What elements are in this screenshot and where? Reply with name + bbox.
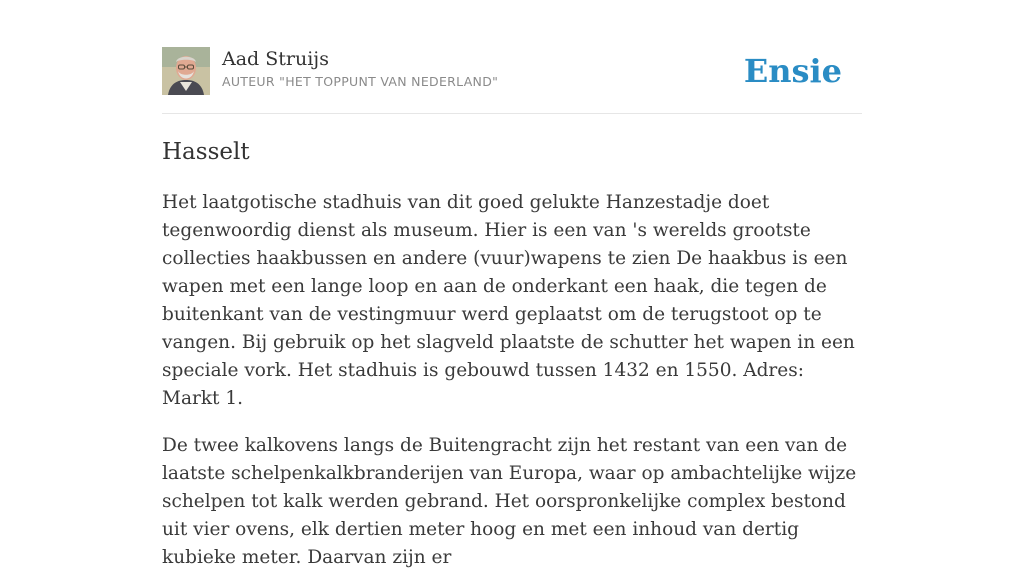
- entry-title: Hasselt: [162, 139, 250, 165]
- ensie-logo[interactable]: Ensie: [743, 52, 842, 90]
- author-avatar[interactable]: [162, 47, 210, 95]
- entry-paragraph: De twee kalkovens langs de Buitengracht zijn het restant van een van de laatste schelpenkalkbranderijen van Europa, waar op ambachtelijke wijze schelpen tot kalk werden gebrand. Het oorspronkelijke complex bestond uit vier ovens, elk dertien meter hoog en met een inhoud van dertig kubieke meter. Daarvan zijn er: [162, 435, 857, 568]
- author-name[interactable]: Aad Struijs: [222, 48, 329, 70]
- author-header: [162, 47, 862, 95]
- author-title: AUTEUR "HET TOPPUNT VAN NEDERLAND": [222, 74, 499, 89]
- author-photo: [162, 47, 210, 95]
- header-divider: [162, 113, 862, 114]
- entry-content: [162, 136, 862, 572]
- entry-paragraph: Het laatgotische stadhuis van dit goed gelukte Hanzestadje doet tegenwoordig dienst als museum. Hier is een van 's werelds grootste collecties haakbussen en andere (vuur)wapens te zien De haakbus is een wapen met een lange loop en aan de onderkant een haak, die tegen de buitenkant van de vestingmuur werd geplaatst om de terugstoot op te vangen. Bij gebruik op het slagveld plaatste de schutter het wapen in een speciale vork. Het stadhuis is gebouwd tussen 1432 en 1550. Adres: Markt 1.: [162, 192, 855, 409]
